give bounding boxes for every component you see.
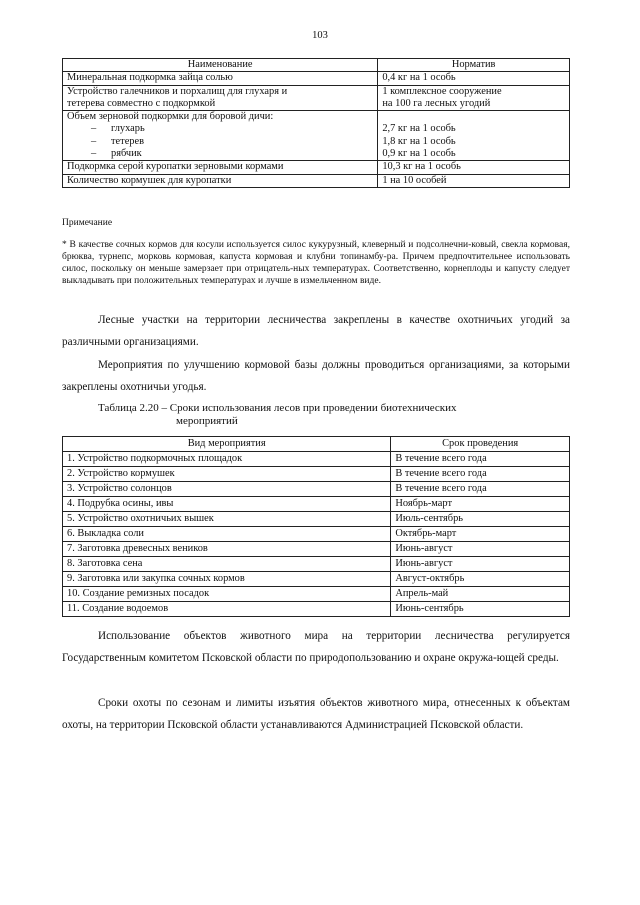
paragraph: Лесные участки на территории лесничества закреплены в качестве охотничьих угодий за различными организациями. [62, 314, 570, 348]
column-header: Срок проведения [391, 437, 570, 452]
table-cell: 11. Создание водоемов [63, 602, 391, 617]
dash-marker: – [91, 123, 97, 135]
table-header-row [63, 59, 570, 72]
cell-line: Объем зерновой подкормки для боровой дичи: [67, 111, 274, 123]
table-cell [63, 111, 378, 161]
table-row [63, 482, 570, 497]
cell-line: 1,8 кг на 1 особь [382, 135, 456, 147]
table-cell: 9. Заготовка или закупка сочных кормов [63, 572, 391, 587]
table-row [63, 497, 570, 512]
table-row [63, 587, 570, 602]
paragraph: Мероприятия по улучшению кормовой базы должны проводиться организациями, за которыми закреплены охотничьи угодья. [62, 359, 570, 393]
table-cell: Июнь-сентябрь [391, 602, 570, 617]
table-cell [378, 85, 570, 111]
table-row [63, 602, 570, 617]
note-text: * В качестве сочных кормов для косули используется силос кукурузный, клеверный и подсолнечни-ковый, свекла кормовая, брюква, турнепс, морковь кормовая, капуста кормовая и клубни топинамбу-ра. Причем предпочтительнее использовать силос, поскольку он меньше замерзает при отрицатель-ных температурах. Соответственно, корнеплоды и капусту следует выкладывать при положительных температурах и лучше в измельченном виде. [62, 240, 570, 286]
list-item-text: рябчик [111, 148, 142, 160]
table-cell: Ноябрь-март [391, 497, 570, 512]
table-row [63, 72, 570, 85]
list-item-text: глухарь [111, 123, 145, 135]
page-number: 103 [312, 30, 328, 41]
table-cell: Октябрь-март [391, 527, 570, 542]
table-cell: 2. Устройство кормушек [63, 467, 391, 482]
table-row [63, 452, 570, 467]
table-cell: Минеральная подкормка зайца солью [63, 72, 378, 85]
table-cell [63, 85, 378, 111]
table-row [63, 174, 570, 187]
dash-marker: – [91, 135, 97, 147]
table-cell: Июль-сентябрь [391, 512, 570, 527]
table-row [63, 85, 570, 111]
paragraph: Сроки охоты по сезонам и лимиты изъятия объектов животного мира, отнесенных к объектам охоты, на территории Псковской области устанавливаются Администрацией Псковской области. [62, 697, 570, 731]
cell-line: 1 комплексное сооружение [382, 85, 502, 97]
table-cell: 1 на 10 особей [378, 174, 570, 187]
table-cell [378, 111, 570, 161]
cell-line: 0,9 кг на 1 особь [382, 148, 456, 160]
table-cell: 3. Устройство солонцов [63, 482, 391, 497]
table-cell: В течение всего года [391, 467, 570, 482]
table-cell: 10. Создание ремизных посадок [63, 587, 391, 602]
list-item-text: тетерев [111, 135, 145, 147]
cell-line: тетерева совместно с подкормкой [67, 97, 216, 109]
table-header-row [63, 437, 570, 452]
caption-line: Таблица 2.20 – Сроки использования лесов при проведении биотехнических [98, 402, 457, 414]
norms-table [62, 58, 570, 188]
table-caption [98, 402, 457, 428]
table-cell: В течение всего года [391, 482, 570, 497]
table-cell: Август-октябрь [391, 572, 570, 587]
table-cell: 0,4 кг на 1 особь [378, 72, 570, 85]
table-cell: 5. Устройство охотничьих вышек [63, 512, 391, 527]
table-cell: 4. Подрубка осины, ивы [63, 497, 391, 512]
caption-line: мероприятий [176, 415, 238, 427]
cell-line: на 100 га лесных угодий [382, 97, 491, 109]
table-cell: 10,3 кг на 1 особь [378, 161, 570, 174]
cell-line [67, 136, 373, 148]
table-row [63, 467, 570, 482]
table-cell: В течение всего года [391, 452, 570, 467]
table-row [63, 161, 570, 174]
table-row [63, 527, 570, 542]
column-header: Норматив [378, 59, 570, 72]
column-header: Вид мероприятия [63, 437, 391, 452]
cell-line [382, 111, 565, 123]
cell-line [67, 123, 373, 135]
table-cell: Апрель-май [391, 587, 570, 602]
cell-line: 2,7 кг на 1 особь [382, 123, 456, 135]
paragraph: Использование объектов животного мира на территории лесничества регулируется Государственным комитетом Псковской области по природопользованию и охране окружа-ющей среды. [62, 630, 570, 664]
dash-marker: – [91, 148, 97, 160]
column-header: Наименование [63, 59, 378, 72]
table-row [63, 512, 570, 527]
terms-table [62, 436, 570, 617]
cell-line: Устройство галечников и порхалищ для глухаря и [67, 85, 288, 97]
table-cell: 6. Выкладка соли [63, 527, 391, 542]
table-cell: Подкормка серой куропатки зерновыми кормами [63, 161, 378, 174]
table-cell: 1. Устройство подкормочных площадок [63, 452, 391, 467]
cell-line [67, 148, 373, 160]
table-cell: 7. Заготовка древесных веников [63, 542, 391, 557]
table-cell: Июнь-август [391, 542, 570, 557]
table-row [63, 542, 570, 557]
table-row [63, 557, 570, 572]
note-title: Примечание [62, 218, 113, 228]
table-row [63, 111, 570, 161]
table-cell: 8. Заготовка сена [63, 557, 391, 572]
table-cell: Июнь-август [391, 557, 570, 572]
table-row [63, 572, 570, 587]
table-cell: Количество кормушек для куропатки [63, 174, 378, 187]
